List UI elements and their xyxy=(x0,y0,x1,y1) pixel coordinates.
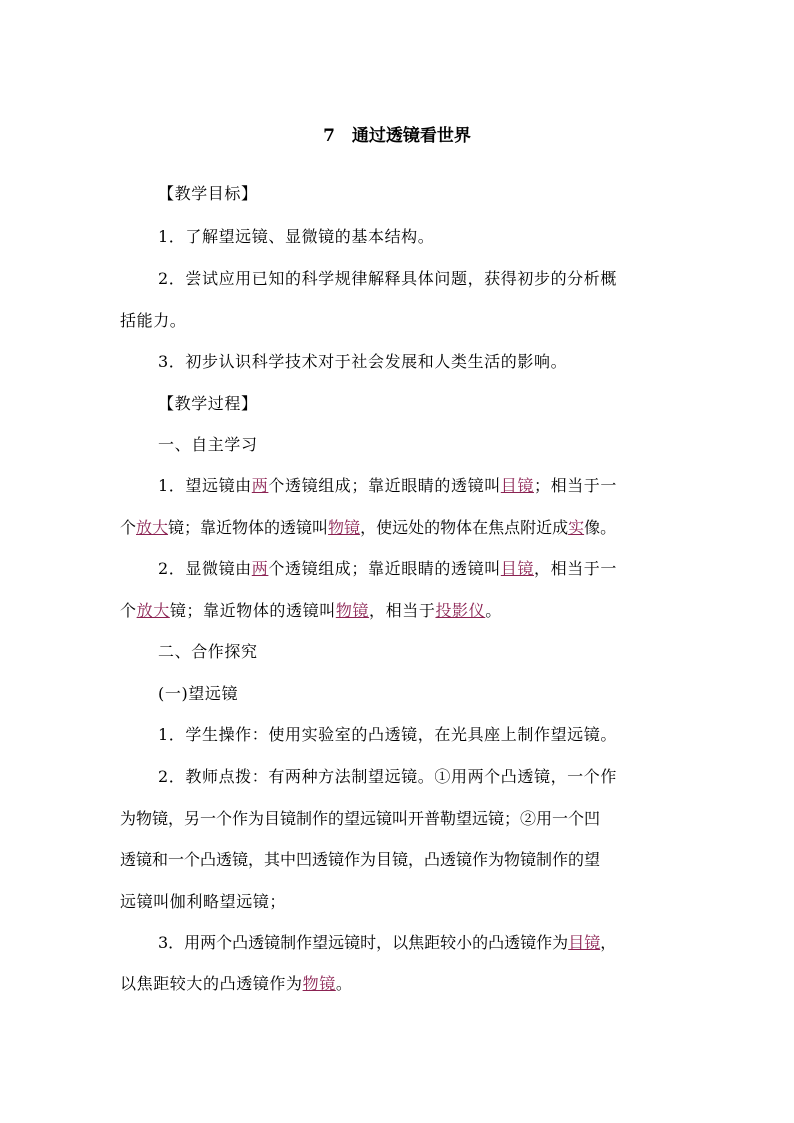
answer-blank: 实 xyxy=(568,518,585,537)
subsection-telescope: (一)望远镜 xyxy=(158,684,239,703)
step-2-line-2: 为物镜，另一个作为目镜制作的望远镜叫开普勒望远镜；②用一个凹 xyxy=(120,809,601,828)
goal-2-line-2: 括能力。 xyxy=(120,311,187,330)
section-self-study: 一、自主学习 xyxy=(158,435,258,454)
step-1: 1．学生操作：使用实验室的凸透镜，在光具座上制作望远镜。 xyxy=(158,725,617,744)
process-heading: 【教学过程】 xyxy=(158,394,258,413)
question-2-line-1 xyxy=(120,557,718,581)
text: ；相当于一 xyxy=(534,476,618,495)
text: 2．显微镜由 xyxy=(158,559,252,578)
text: ， xyxy=(600,933,617,952)
question-1-line-2 xyxy=(120,516,680,540)
answer-blank: 目镜 xyxy=(500,476,534,495)
text: ，相当于一 xyxy=(534,559,618,578)
answer-blank: 两 xyxy=(251,559,269,578)
goals-heading: 【教学目标】 xyxy=(158,184,258,203)
goal-1: 1．了解望远镜、显微镜的基本结构。 xyxy=(158,227,435,246)
answer-blank: 放大 xyxy=(136,518,169,537)
section-cooperative-inquiry: 二、合作探究 xyxy=(158,642,258,661)
step-3-line-2 xyxy=(120,972,680,996)
text: 镜；靠近物体的透镜叫 xyxy=(169,601,336,620)
step-2-line-3: 透镜和一个凸透镜，其中凹透镜作为目镜，凸透镜作为物镜制作的望 xyxy=(120,850,601,869)
answer-blank: 放大 xyxy=(136,601,170,620)
step-2-line-1: 2．教师点拨：有两种方法制望远镜。①用两个凸透镜，一个作 xyxy=(158,767,617,786)
step-2-line-4: 远镜叫伽利略望远镜； xyxy=(120,892,287,911)
goal-3: 3．初步认识科学技术对于社会发展和人类生活的影响。 xyxy=(158,352,568,371)
text: 。 xyxy=(335,974,353,993)
text: 。 xyxy=(485,601,502,620)
question-1-line-1 xyxy=(120,474,718,498)
goal-2-line-1: 2．尝试应用已知的科学规律解释具体问题，获得初步的分析概 xyxy=(158,269,617,288)
text: ，使远处的物体在焦点附近成 xyxy=(360,518,569,537)
text: 个 xyxy=(120,601,137,620)
text: 3．用两个凸透镜制作望远镜时，以焦距较小的凸透镜作为 xyxy=(158,933,569,952)
answer-blank: 物镜 xyxy=(302,974,336,993)
answer-blank: 物镜 xyxy=(328,518,361,537)
answer-blank: 目镜 xyxy=(500,559,534,578)
text: 镜；靠近物体的透镜叫 xyxy=(168,518,329,537)
answer-blank: 目镜 xyxy=(568,933,601,952)
text: 1．望远镜由 xyxy=(158,476,252,495)
text: ，相当于 xyxy=(369,601,436,620)
step-3-line-1 xyxy=(120,931,718,955)
text: 个 xyxy=(120,518,137,537)
answer-blank: 投影仪 xyxy=(435,601,486,620)
text: 像。 xyxy=(584,518,617,537)
text: 以焦距较大的凸透镜作为 xyxy=(120,974,303,993)
page-title: 7 通过透镜看世界 xyxy=(323,126,471,146)
answer-blank: 两 xyxy=(251,476,269,495)
text: 个透镜组成；靠近眼睛的透镜叫 xyxy=(268,559,501,578)
answer-blank: 物镜 xyxy=(335,601,370,620)
question-2-line-2 xyxy=(120,599,680,623)
text: 个透镜组成；靠近眼睛的透镜叫 xyxy=(268,476,501,495)
